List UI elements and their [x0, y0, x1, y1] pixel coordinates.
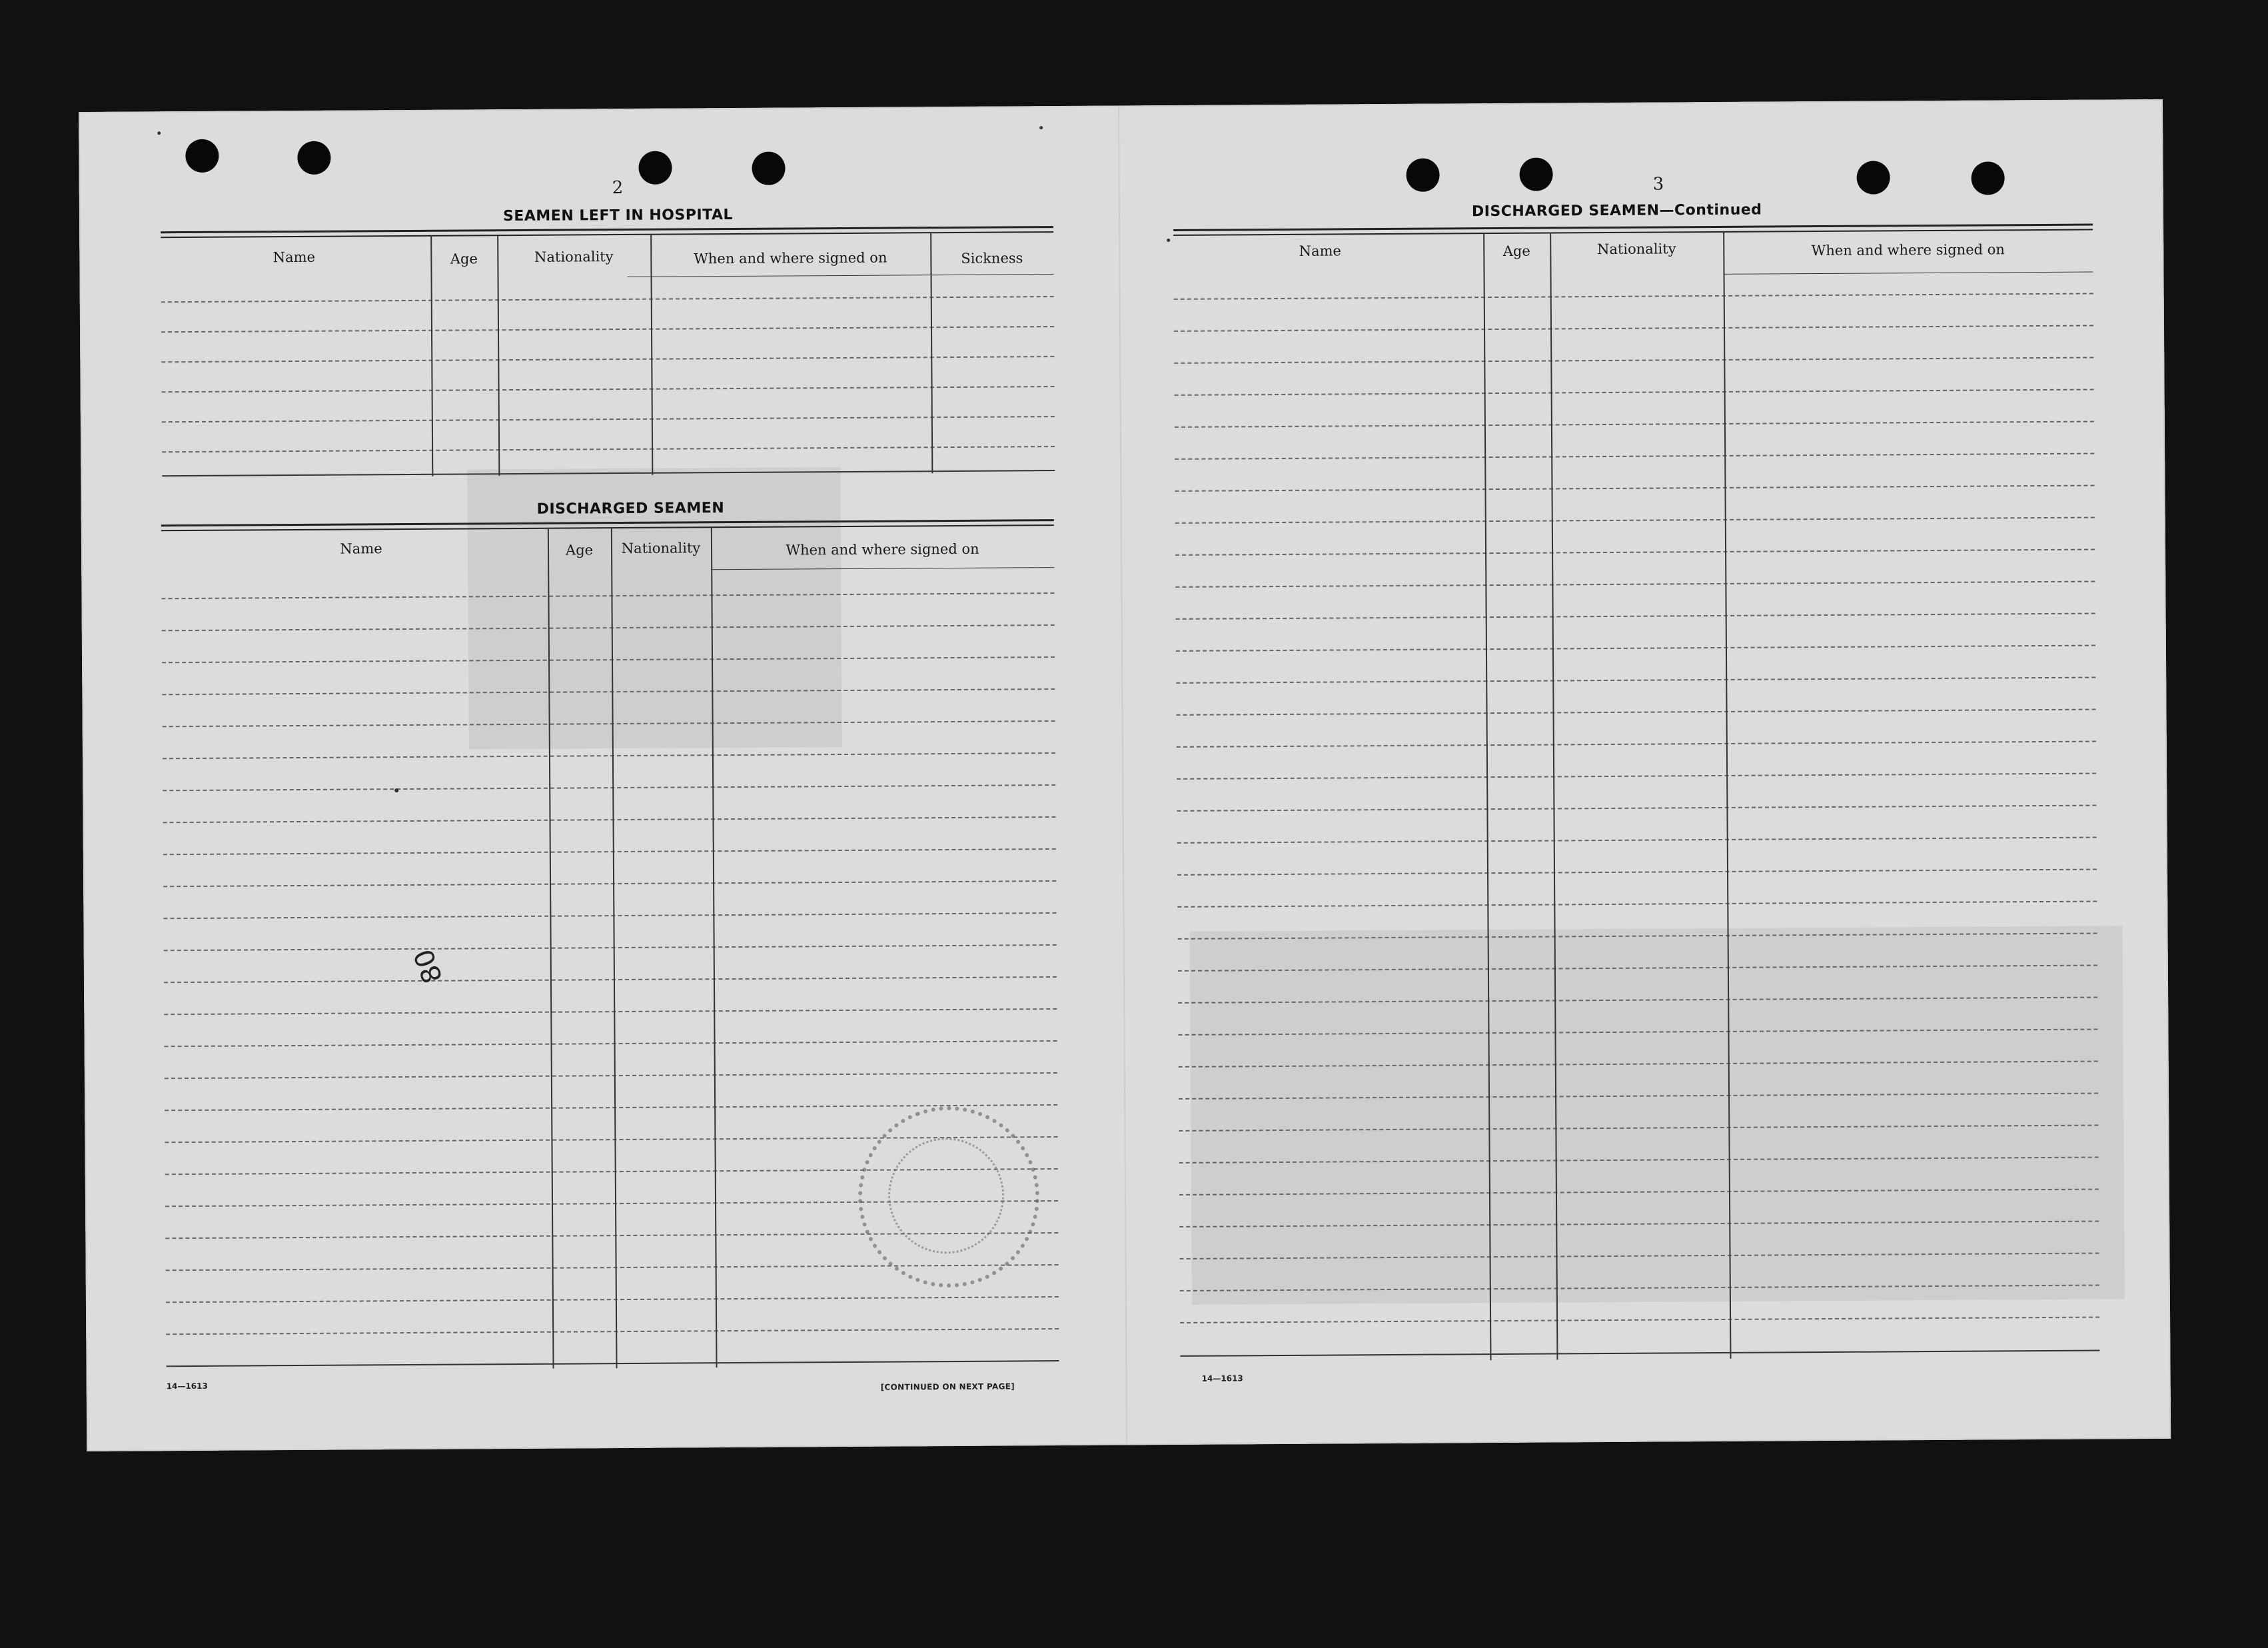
column-header: Nationality — [1596, 241, 1676, 258]
punch-hole — [185, 139, 219, 173]
discharged-continued-table — [1173, 224, 2099, 1362]
punch-hole — [752, 152, 785, 185]
page-number: 3 — [1652, 174, 1664, 195]
form-number: 14—1613 — [166, 1381, 208, 1391]
column-header: Sickness — [961, 250, 1023, 267]
discharged-continued-title — [1472, 202, 1762, 221]
page-fold — [1118, 105, 1127, 1445]
column-header: When and where signed on — [786, 540, 979, 558]
column-header: When and where signed on — [694, 249, 887, 267]
column-header: Age — [1502, 243, 1530, 259]
hospital-table — [161, 226, 1055, 478]
punch-hole — [1406, 159, 1439, 192]
column-header: Name — [273, 249, 316, 266]
page-number: 2 — [612, 178, 624, 199]
column-header: Name — [340, 540, 382, 557]
section-title: DISCHARGED SEAMEN — [1471, 202, 1660, 221]
punch-hole — [1972, 161, 2005, 195]
column-header: Nationality — [621, 540, 701, 557]
form-number: 14—1613 — [1201, 1373, 1243, 1383]
column-header: When and where signed on — [1811, 241, 2005, 259]
section-title-suffix: —Continued — [1659, 201, 1762, 219]
speck — [394, 788, 398, 792]
hospital-section-title: SEAMEN LEFT IN HOSPITAL — [502, 207, 734, 225]
discharged-section-title: DISCHARGED SEAMEN — [536, 500, 725, 518]
speck — [1039, 126, 1043, 129]
punch-hole — [1519, 157, 1552, 191]
continued-note: [CONTINUED ON NEXT PAGE] — [880, 1381, 1015, 1392]
punch-hole — [638, 151, 672, 185]
handwritten-mark: 80 — [408, 944, 449, 988]
column-header: Age — [565, 542, 594, 558]
punch-hole — [1857, 161, 1890, 194]
column-header: Age — [450, 251, 478, 267]
column-header: Name — [1299, 243, 1342, 259]
document-sheet — [79, 99, 2171, 1451]
speck — [157, 131, 161, 135]
speck — [1167, 239, 1170, 242]
column-header: Nationality — [534, 249, 614, 265]
punch-hole — [297, 141, 330, 175]
